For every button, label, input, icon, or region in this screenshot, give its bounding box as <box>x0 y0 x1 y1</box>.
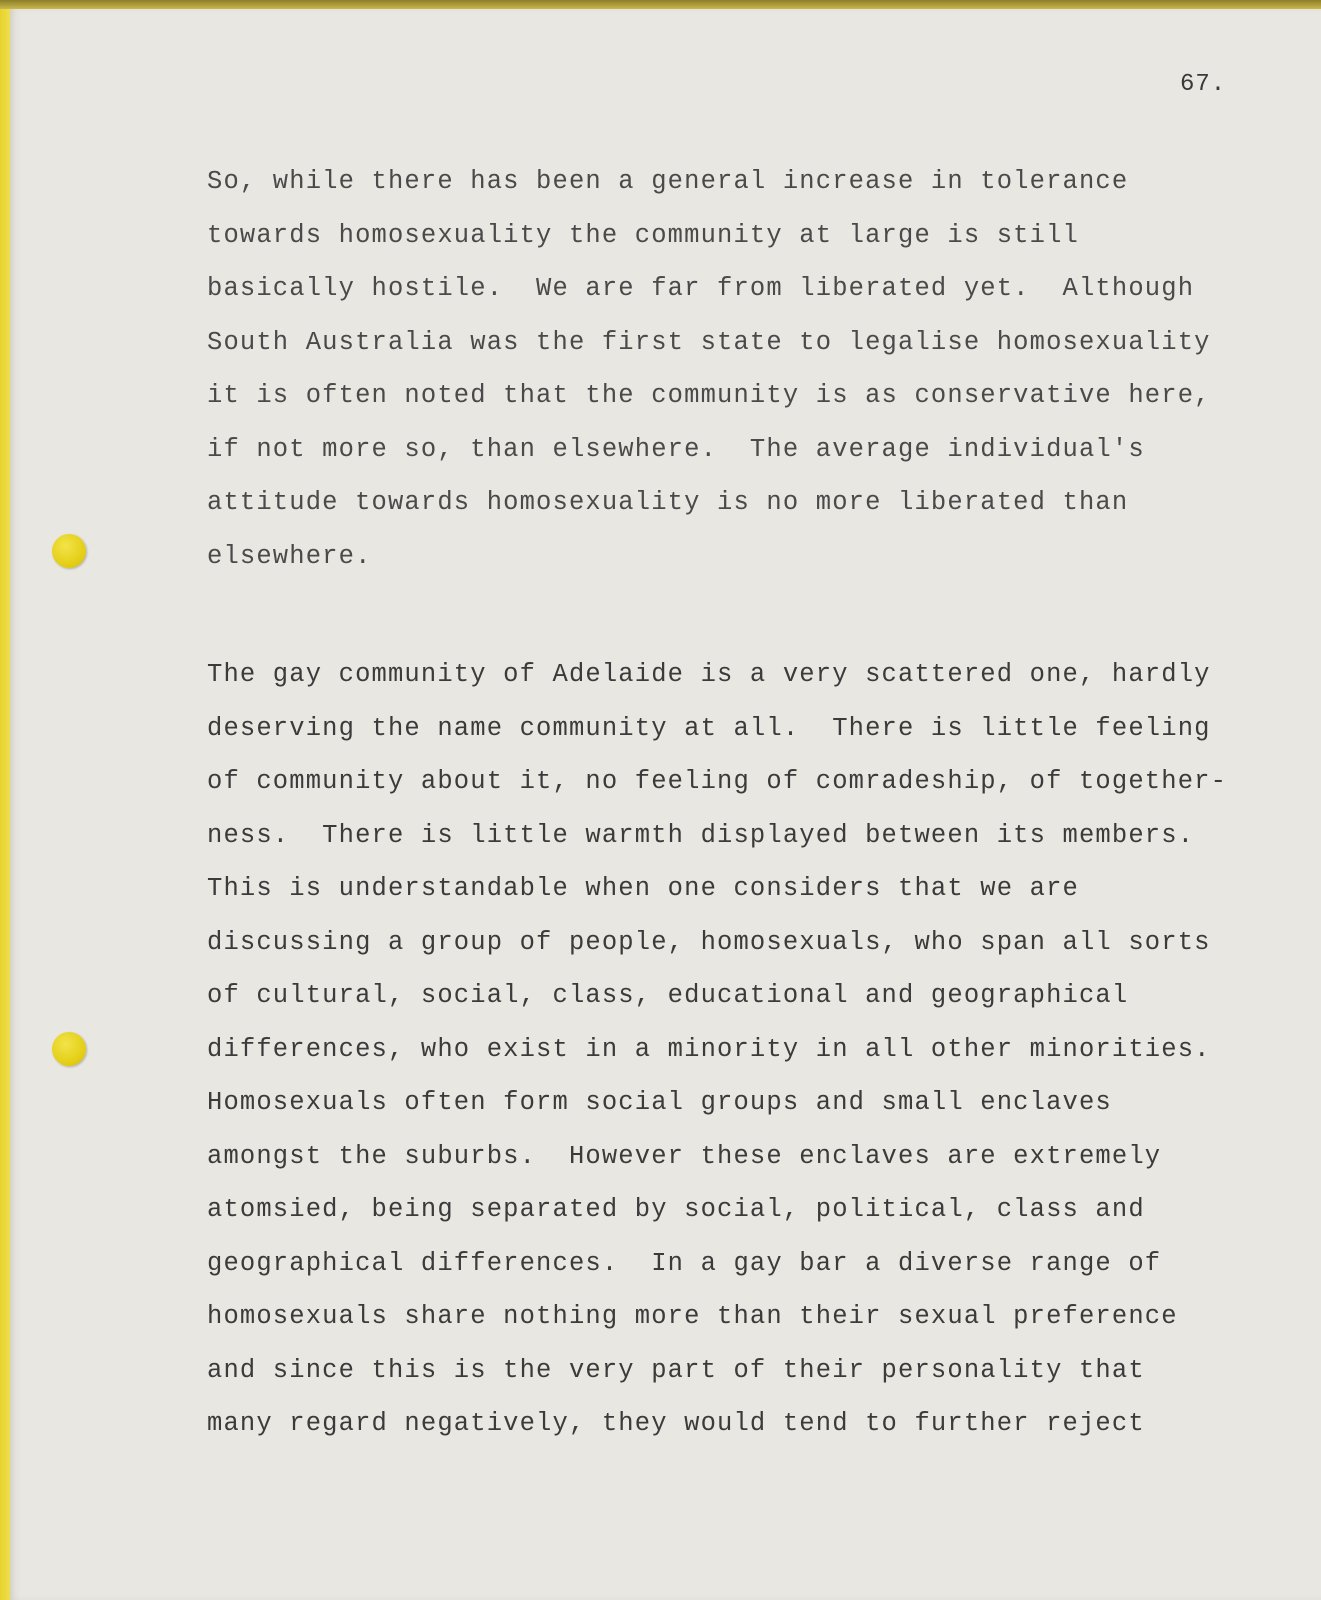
text-line: elsewhere. <box>207 541 372 571</box>
text-line: and since this is the very part of their personality that <box>207 1355 1145 1385</box>
text-line: South Australia was the first state to legalise homosexuality <box>207 327 1211 357</box>
text-line: amongst the suburbs. However these enclaves are extremely <box>207 1141 1162 1171</box>
text-line: atomsied, being separated by social, political, class and <box>207 1195 1145 1224</box>
text-line: if not more so, than elsewhere. The average individual's <box>207 434 1145 464</box>
text-line: differences, who exist in a minority in all other minorities. <box>207 1034 1211 1064</box>
text-line: So, while there has been a general increase in tolerance <box>207 167 1129 196</box>
paragraph-1 <box>207 155 1211 583</box>
text-line: Homosexuals often form social groups and small enclaves <box>207 1088 1112 1117</box>
page-number: 67. <box>1180 71 1227 98</box>
text-line: many regard negatively, they would tend to further reject <box>207 1409 1145 1438</box>
top-edge <box>0 0 1321 9</box>
text-line: The gay community of Adelaide is a very scattered one, hardly <box>207 660 1211 689</box>
punch-hole-lower <box>52 1032 86 1066</box>
text-line: basically hostile. We are far from liberated yet. Although <box>207 274 1195 303</box>
text-line: of cultural, social, class, educational and geographical <box>207 981 1129 1010</box>
text-line: attitude towards homosexuality is no more liberated than <box>207 488 1129 517</box>
text-line: discussing a group of people, homosexuals, who span all sorts <box>207 927 1211 957</box>
text-line: homosexuals share nothing more than their sexual preference <box>207 1302 1178 1331</box>
text-line: deserving the name community at all. There is little feeling <box>207 713 1211 743</box>
paragraph-2 <box>207 648 1227 1451</box>
text-line: geographical differences. In a gay bar a diverse range of <box>207 1248 1162 1278</box>
punch-hole-upper <box>52 534 86 568</box>
text-line: of community about it, no feeling of comradeship, of together- <box>207 767 1228 796</box>
text-line: This is understandable when one considers that we are <box>207 874 1079 903</box>
text-line: towards homosexuality the community at large is still <box>207 220 1079 250</box>
text-line: ness. There is little warmth displayed between its members. <box>207 820 1195 850</box>
text-line: it is often noted that the community is as conservative here, <box>207 381 1211 410</box>
